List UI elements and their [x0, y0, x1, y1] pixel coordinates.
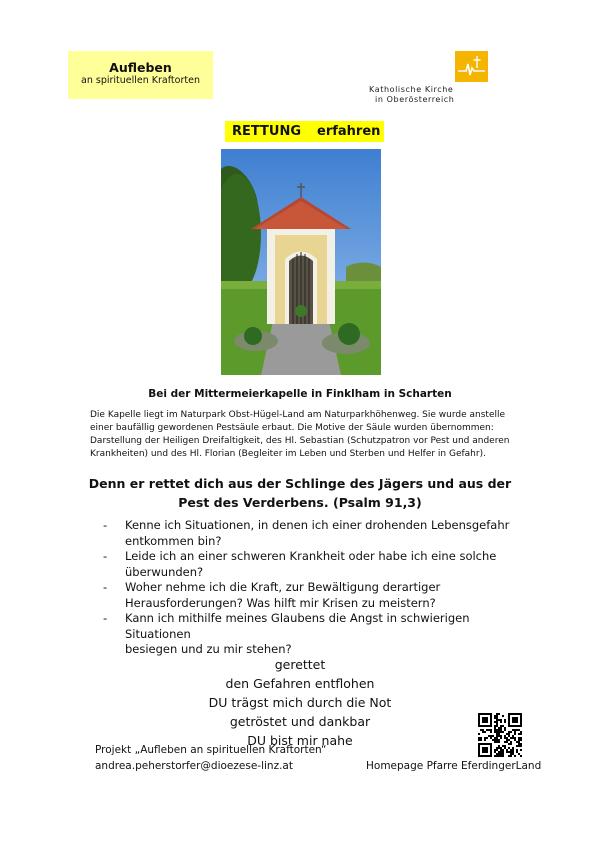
chapel-photo — [221, 149, 381, 375]
brand-box — [68, 51, 213, 99]
church-name: Katholische Kirche in Oberösterreich — [369, 85, 455, 104]
poem: gerettet den Gefahren entflohen DU trägst mich durch die Not getröstet und dankbar DU bist mir nahe — [208, 657, 392, 748]
photo-caption: Bei der Mittermeierkapelle in Finklham in Scharten — [148, 388, 452, 400]
contact-email[interactable]: andrea.peherstorfer@dioezese-linz.at — [95, 760, 293, 772]
project-name: Projekt „Aufleben an spirituellen Kraftorten“ — [95, 744, 327, 756]
brand-title: Aufleben — [109, 60, 172, 75]
brand-subtitle: an spirituellen Kraftorten — [81, 75, 200, 86]
psalm-quote: Denn er rettet dich aus der Schlinge des Jägers und aus der Pest des Verderbens. (Psalm 91,3) — [88, 476, 512, 510]
church-logo-icon — [455, 51, 488, 82]
footer-contact — [95, 742, 326, 774]
headline — [225, 121, 384, 142]
headline-part1: RETTUNG — [232, 124, 302, 139]
homepage-label: Homepage Pfarre EferdingerLand — [366, 760, 542, 772]
reflection-questions — [103, 518, 533, 658]
list-item: - Kenne ich Situationen, in denen ich einer drohenden Lebensgefahr entkommen bin? — [103, 518, 510, 548]
list-item: - Kann ich mithilfe meines Glaubens die Angst in schwierigen Situationen besiegen und zu mir stehen? — [103, 611, 470, 656]
description-paragraph: Die Kapelle liegt im Naturpark Obst-Hügel-Land am Naturparkhöhenweg. Sie wurde anstelle einer baufällig gewordenen Pestsäule erbaut. Die Motive der Säule wurden übernommen: Darstellung der Heiligen Dreifaltigkeit, des Hl. Sebastian (Schutzpatron vor Pest und anderen Krankheiten) und des Hl. Florian (Begleiter im Leben und Sterben und Helfer in Gefahr). — [90, 410, 510, 459]
list-item: - Leide ich an einer schweren Krankheit oder habe ich eine solche überwunden? — [103, 549, 497, 579]
headline-part2: erfahren — [317, 124, 381, 139]
qr-code-icon[interactable] — [478, 713, 522, 757]
list-item: - Woher nehme ich die Kraft, zur Bewältigung derartiger Herausforderungen? Was hilft mir Krisen zu meistern? — [103, 580, 441, 610]
